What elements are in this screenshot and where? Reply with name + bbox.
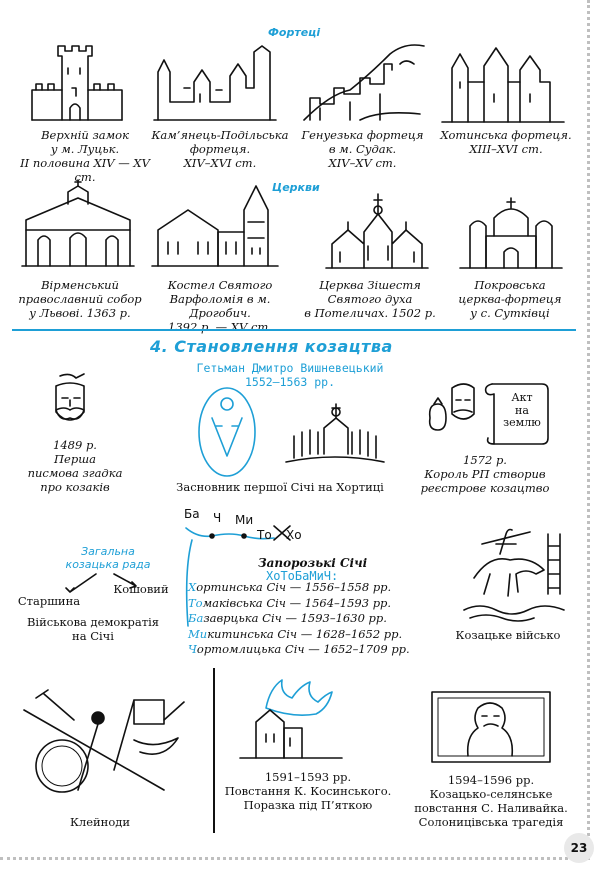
caption-first-mention: 1489 р. Перша писмова згадка про козаків	[27, 438, 123, 494]
vertical-divider	[213, 668, 215, 833]
sutkivtsi-church-illustration	[456, 190, 566, 272]
caption-army: Козацьке військо	[455, 628, 561, 642]
caption-sudak: Генуезька фортеця в м. Судак. XIV–XV ст.	[301, 128, 424, 170]
rada-starshyna: Старшина	[17, 594, 81, 608]
sich-list	[188, 580, 410, 658]
page-edge-dots-right	[587, 0, 590, 860]
scroll-line-3: землю	[503, 416, 541, 429]
khortytsia-sich-illustration	[280, 392, 390, 468]
lutsk-castle-illustration	[22, 38, 132, 126]
sich-title: Запорозькі Січі	[258, 556, 368, 570]
map-label-ba: Ба	[184, 507, 200, 521]
scroll-line-2: на	[515, 403, 529, 417]
map-label-mi: Ми	[235, 513, 254, 527]
potelych-church-illustration	[322, 186, 432, 272]
hetman-emblem-illustration	[196, 386, 258, 478]
caption-sutkivtsi-church: Покровська церква-фортеця у с. Сутківці	[458, 278, 562, 320]
kosynsky-uprising-illustration	[236, 678, 346, 762]
scroll-line-1: Акт	[511, 391, 533, 404]
section-divider	[12, 329, 576, 331]
caption-hetman: Засновник першої Січі на Хортиці	[176, 480, 384, 494]
drohobych-church-illustration	[148, 182, 283, 270]
page-number: 23	[564, 833, 594, 863]
fortresses-heading: Фортеці	[268, 26, 321, 39]
hetman-name: Гетьман Дмитро Вишневецький	[196, 361, 384, 375]
caption-democracy: Військова демократія на Січі	[26, 615, 160, 643]
khotyn-fortress-illustration	[438, 42, 568, 124]
rada-koshovyi: Кошовий	[113, 582, 169, 596]
sich-code: ХоТоБаМиЧ:	[266, 569, 339, 583]
section-4-title: 4. Становлення козацтва	[150, 337, 393, 356]
sich-item-chortomlyk: Чортомлицька Січ — 1652–1709 рр.	[188, 642, 410, 656]
hetman-heading	[160, 361, 420, 389]
nalyvaiko-portrait-illustration	[428, 688, 554, 766]
sich-item-tomakivka: Томаківська Січ — 1564–1593 рр.	[188, 595, 392, 610]
map-label-ch: Ч	[213, 511, 222, 525]
sich-item-bazavluk: Базаврцька Січ — 1593–1630 рр.	[188, 611, 387, 625]
cossack-army-illustration	[460, 514, 570, 624]
caption-regalia: Клейноди	[69, 815, 130, 829]
map-label-kho: Хо	[286, 528, 302, 542]
sich-item-mykytyn: Микитинська Січ — 1628–1652 рр.	[188, 626, 403, 641]
regalia-illustration	[14, 690, 194, 800]
kamianets-fortress-illustration	[150, 42, 280, 124]
caption-register: 1572 р. Король РП створив реєстрове козацтво	[420, 453, 550, 495]
rada-heading	[48, 545, 168, 571]
caption-lutsk-castle: Верхній замок у м. Луцьк. II половина XIV — XV ст.	[20, 128, 150, 184]
caption-nalyvaiko: 1594–1596 рр. Козацько-селянське повстання С. Наливайка. Солоницівська трагедія	[414, 773, 568, 829]
land-act-scroll-text	[494, 392, 550, 430]
map-label-to: То	[257, 528, 272, 542]
caption-armenian-cathedral: Вірменський православний собор у Львові. 1363 р.	[18, 278, 142, 320]
page-edge-dots-bottom	[0, 857, 580, 860]
cossack-head-illustration	[40, 372, 100, 434]
churches-heading: Церкви	[272, 181, 320, 194]
sudak-fortress-illustration	[300, 34, 430, 124]
sich-item-khortytsia: Хортинська Січ — 1556–1558 рр.	[188, 580, 392, 594]
caption-khotyn: Хотинська фортеця. XIII–XVI ст.	[440, 128, 572, 156]
caption-kamianets: Кам’янець-Подільська фортеця. XIV–XVI ст.	[151, 128, 289, 170]
rada-line-2: козацька рада	[65, 558, 151, 571]
armenian-cathedral-illustration	[18, 180, 138, 270]
caption-potelych-church: Церква Зішестя Святого духа в Потеличах. 1502 р.	[304, 278, 436, 320]
caption-drohobych-church: Костел Святого Варфоломія в м. Дрогобич. 1392 р. — XV ст.	[167, 278, 273, 334]
hetman-years: 1552–1563 рр.	[244, 375, 335, 389]
caption-kosynsky: 1591–1593 рр. Повстання К. Косинського. Поразка під П’яткою	[224, 770, 392, 812]
rada-line-1: Загальна	[81, 545, 135, 558]
